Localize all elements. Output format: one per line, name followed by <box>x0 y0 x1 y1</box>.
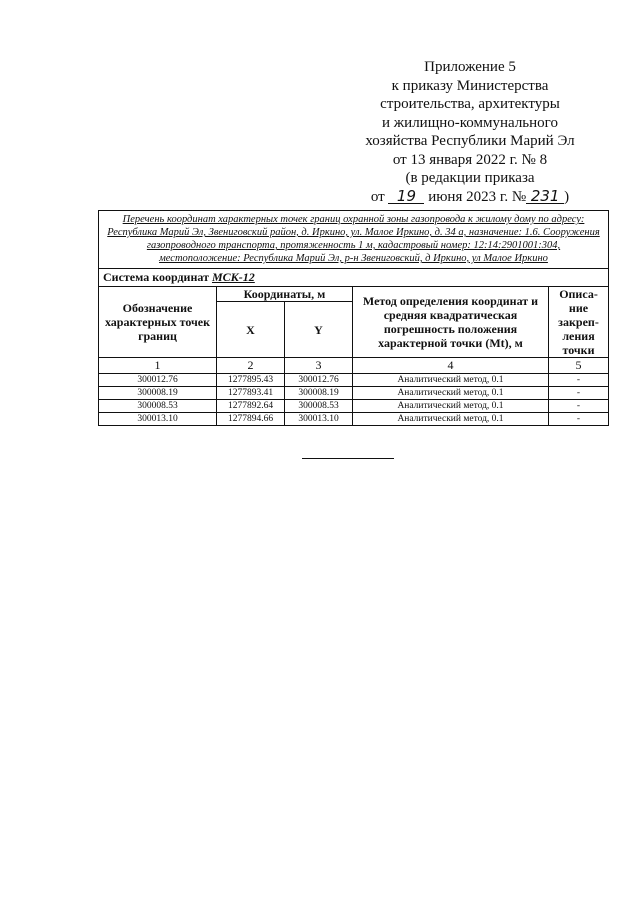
appendix-line: к приказу Министерства <box>391 77 549 94</box>
column-number: 2 <box>217 358 285 374</box>
appendix-line: хозяйства Республики Марий Эл <box>365 133 575 149</box>
cell-point: 300008.53 <box>99 400 217 413</box>
coordinate-system-label: Система координат <box>103 270 209 284</box>
table-row <box>99 387 609 400</box>
table-row <box>99 374 609 387</box>
table-title: Перечень координат характерных точек границ охранной зоны газопровода к жилому дому по адресу: Республика Марий Эл, Звениговский район, д. Иркино, ул. Малое Иркино, д. 34 а, назначение: 1.6. Сооружения газопроводного транспорта, протяженность 1 м, кадастровый номер: 12:14:2901001:304, местоположение: Республика Марий Эл, р-н Звениговский, д Иркино, ул Малое Иркино <box>99 211 609 269</box>
appendix-date-prefix: от <box>370 188 385 205</box>
appendix-line: Приложение 5 <box>424 59 516 75</box>
appendix-date-middle: июня 2023 г. № <box>428 188 527 205</box>
header-y: Y <box>285 302 353 358</box>
header-coordinates: Координаты, м <box>217 287 353 302</box>
cell-point: 300012.76 <box>99 374 217 387</box>
column-numbers-row <box>99 358 609 374</box>
cell-description: - <box>549 400 609 413</box>
header-description: Описа-ние закреп-ления точки <box>549 287 609 358</box>
cell-description: - <box>549 413 609 426</box>
cell-x: 1277894.66 <box>217 413 285 426</box>
cell-y: 300008.19 <box>285 387 353 400</box>
column-number: 4 <box>353 358 549 374</box>
cell-point: 300013.10 <box>99 413 217 426</box>
appendix-line: и жилищно-коммунального <box>382 114 558 131</box>
coordinate-system-name: МСК-12 <box>211 270 255 284</box>
cell-x: 1277893.41 <box>217 387 285 400</box>
cell-y: 300013.10 <box>285 413 353 426</box>
column-number: 1 <box>99 358 217 374</box>
appendix-last-line <box>340 188 600 207</box>
cell-x: 1277892.64 <box>217 400 285 413</box>
cell-method: Аналитический метод, 0.1 <box>353 374 549 387</box>
cell-method: Аналитический метод, 0.1 <box>353 413 549 426</box>
handwritten-number: 231 <box>526 189 564 204</box>
cell-description: - <box>549 387 609 400</box>
handwritten-day: 19 <box>388 189 424 204</box>
closing-divider <box>302 458 394 459</box>
cell-y: 300008.53 <box>285 400 353 413</box>
cell-description: - <box>549 374 609 387</box>
coordinate-system-row <box>99 269 609 287</box>
cell-x: 1277895.43 <box>217 374 285 387</box>
cell-method: Аналитический метод, 0.1 <box>353 400 549 413</box>
appendix-line: от 13 января 2022 г. № 8 <box>392 151 548 168</box>
cell-point: 300008.19 <box>99 387 217 400</box>
table-row <box>99 400 609 413</box>
column-number: 5 <box>549 358 609 374</box>
appendix-line: строительства, архитектуры <box>380 96 560 112</box>
table-row <box>99 413 609 426</box>
header-point-designation: Обозначение характерных точек границ <box>99 287 217 358</box>
appendix-header <box>340 58 600 206</box>
cell-method: Аналитический метод, 0.1 <box>353 387 549 400</box>
cell-y: 300012.76 <box>285 374 353 387</box>
column-number: 3 <box>285 358 353 374</box>
appendix-line: (в редакции приказа <box>405 170 535 186</box>
header-x: X <box>217 302 285 358</box>
appendix-date-suffix: ) <box>564 188 570 205</box>
coordinates-table <box>98 210 609 426</box>
header-method: Метод определения координат и средняя квадратическая погрешность положения характерной точки (Mt), м <box>353 287 549 358</box>
